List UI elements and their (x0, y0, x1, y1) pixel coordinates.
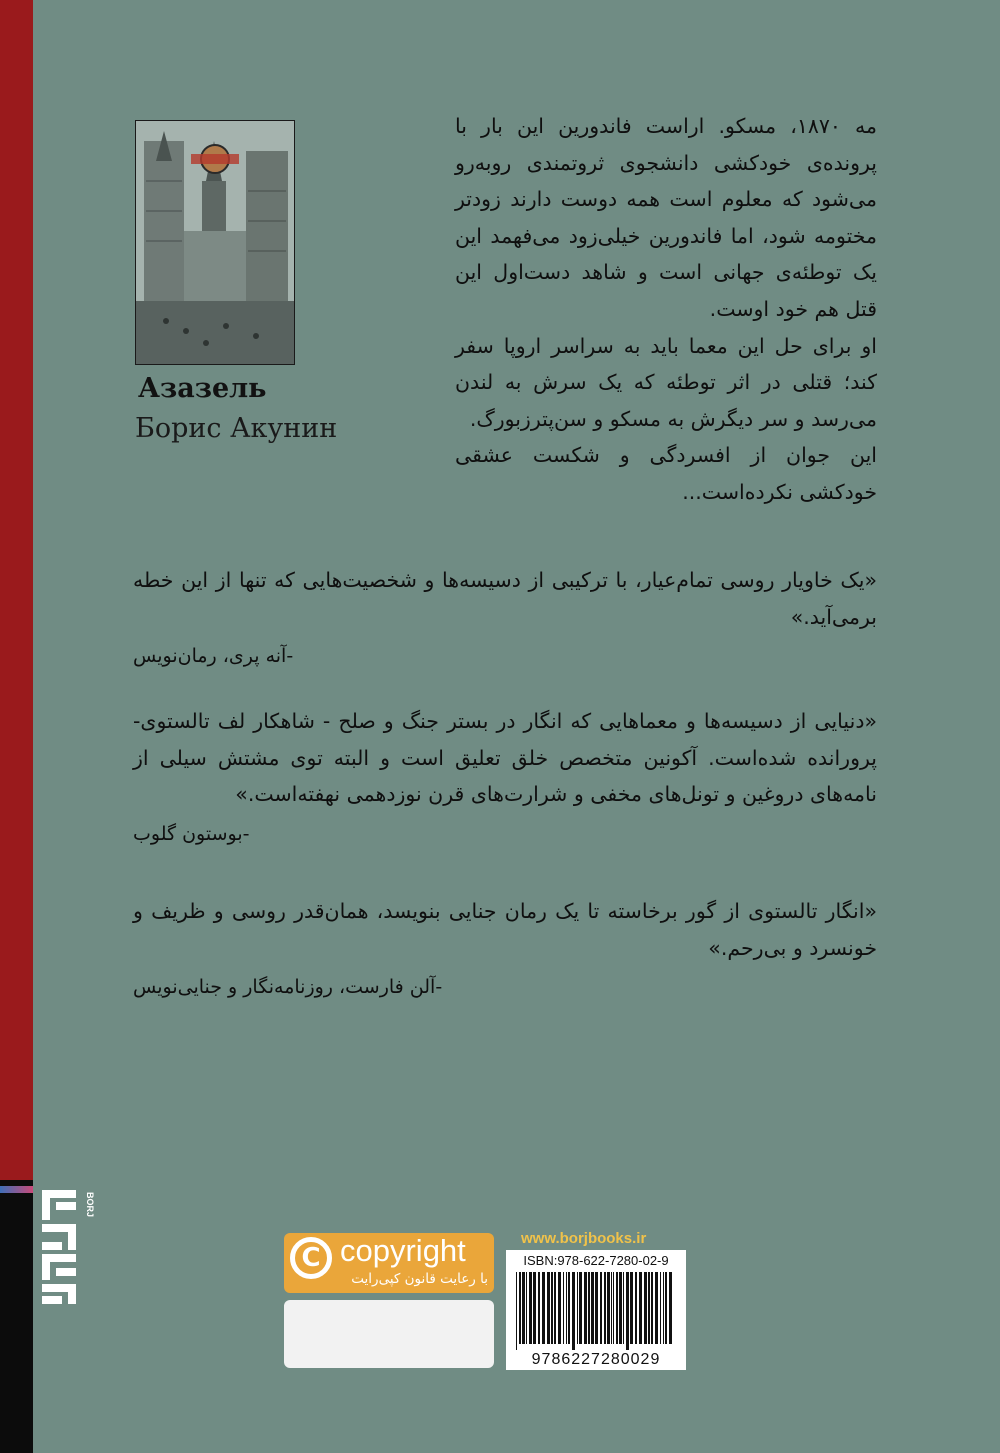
barcode-bar (626, 1272, 629, 1350)
front-cover-thumbnail (135, 120, 295, 365)
isbn-label: ISBN:978-622-7280-02-9 (523, 1253, 669, 1268)
isbn-barcode (506, 1250, 686, 1370)
barcode-bar (604, 1272, 606, 1344)
quote-source: -آلن فارست، روزنامه‌نگار و جنایی‌نویس (133, 976, 443, 999)
barcode-bar (648, 1272, 650, 1344)
barcode-bar (635, 1272, 637, 1344)
barcode-bar (619, 1272, 622, 1344)
logo-text: BORJ (85, 1192, 95, 1218)
quote-source: -بوستون گلوب (133, 822, 250, 845)
barcode-bar (563, 1272, 564, 1344)
blurb-paragraph-2: او برای حل این معما باید به سراسر اروپا سفر کند؛ قتلی در اثر توطئه که یک سرش به لندن می‌رسد و سر دیگرش به مسکو و سن‌پترزبورگ. (455, 333, 877, 431)
barcode-bar (669, 1272, 672, 1344)
barcode-bar (607, 1272, 610, 1344)
barcode-bar (651, 1272, 653, 1344)
barcode-bar (660, 1272, 661, 1344)
quote-text: «یک خاویار روسی تمام‌عیار، با ترکیبی از دسیسه‌ها و شخصیت‌هایی که تنها از این خطه برمی‌آید.» (133, 568, 877, 629)
barcode-bar (616, 1272, 618, 1344)
barcode-bar (611, 1272, 612, 1344)
back-cover-blurb (455, 108, 877, 511)
book-title-russian: Азазель (138, 373, 267, 404)
book-author-russian: Борис Акунин (135, 413, 338, 444)
barcode-bar (572, 1272, 575, 1350)
barcode-bar (591, 1272, 594, 1344)
barcode-bar (551, 1272, 553, 1344)
quote-text: «دنیایی از دسیسه‌ها و معماهایی که انگار در بستر جنگ و صلح - شاهکار لف تالستوی- پرورانده شده‌است. آکونین متخصص خلق تعلیق است و البته توی مشتش سیلی از نامه‌های دروغین و تونل‌های مخفی و شرارت‌های قرن نوزدهمی نهفته‌است.» (133, 709, 877, 807)
barcode-bar (588, 1272, 590, 1344)
blurb-paragraph-3: این جوان از افسردگی و شکست عشقی خودکشی نکرده‌است... (455, 443, 877, 504)
barcode-bar (584, 1272, 587, 1344)
barcode-bar (577, 1272, 578, 1344)
barcode-bar (547, 1272, 550, 1344)
barcode-bar (566, 1272, 567, 1344)
copyright-subtitle: با رعایت قانون کپی‌رایت (351, 1271, 488, 1287)
borj-logo-icon (38, 1188, 95, 1308)
barcode-bar (542, 1272, 545, 1344)
barcode-bar (630, 1272, 633, 1344)
barcode-bar (623, 1272, 624, 1344)
barcode-bar (665, 1272, 667, 1344)
quote-text: «انگار تالستوی از گور برخاسته تا یک رمان جنایی بنویسد، همان‌قدر روسی و ظریف و خونسرد و بی‌رحم.» (133, 899, 877, 960)
barcode-bar (579, 1272, 582, 1344)
barcode-bar (522, 1272, 525, 1344)
review-quote-1 (133, 562, 877, 671)
copyright-badge (284, 1233, 494, 1293)
barcode-bar (655, 1272, 658, 1344)
price-sticker-area (284, 1300, 494, 1368)
barcode-bar (554, 1272, 556, 1344)
copyright-word: copyright (340, 1233, 466, 1268)
barcode-bars (512, 1272, 680, 1350)
barcode-bar (613, 1272, 614, 1344)
publisher-website: www.borjbooks.ir (521, 1230, 647, 1247)
barcode-bar (538, 1272, 540, 1344)
barcode-bar (516, 1272, 517, 1350)
barcode-bar (595, 1272, 598, 1344)
barcode-bar (600, 1272, 602, 1344)
barcode-bar (533, 1272, 536, 1344)
publisher-logo (38, 1188, 95, 1308)
barcode-bar (644, 1272, 647, 1344)
blurb-paragraph-1: مه ۱۸۷۰، مسکو. اراست فاندورین این بار با پرونده‌ی خودکشی دانشجوی ثروتمندی روبه‌رو می‌شود که معلوم است همه دوست دارند زودتر مختومه شود، اما فاندورین خیلی‌زود می‌فهمد این یک توطئه‌ی جهانی است و شاهد دست‌اول این قتل هم خود اوست. (455, 114, 877, 321)
barcode-bar (663, 1272, 664, 1344)
barcode-bar (568, 1272, 570, 1344)
engraving-street-scene-image (136, 121, 294, 364)
copyright-icon: C (290, 1237, 332, 1279)
barcode-bar (558, 1272, 561, 1344)
barcode-bar (639, 1272, 642, 1344)
spine-color-stripe (0, 1186, 33, 1193)
barcode-number: 9786227280029 (531, 1351, 661, 1368)
barcode-bar (529, 1272, 532, 1344)
quote-source: -آنه پری، رمان‌نویس (133, 645, 294, 668)
barcode-bar (519, 1272, 521, 1344)
barcode-bar (526, 1272, 527, 1344)
spine-black-band (0, 1180, 33, 1453)
spine-red-band (0, 0, 33, 1180)
review-quote-3 (133, 893, 877, 1002)
review-quote-2 (133, 703, 877, 849)
